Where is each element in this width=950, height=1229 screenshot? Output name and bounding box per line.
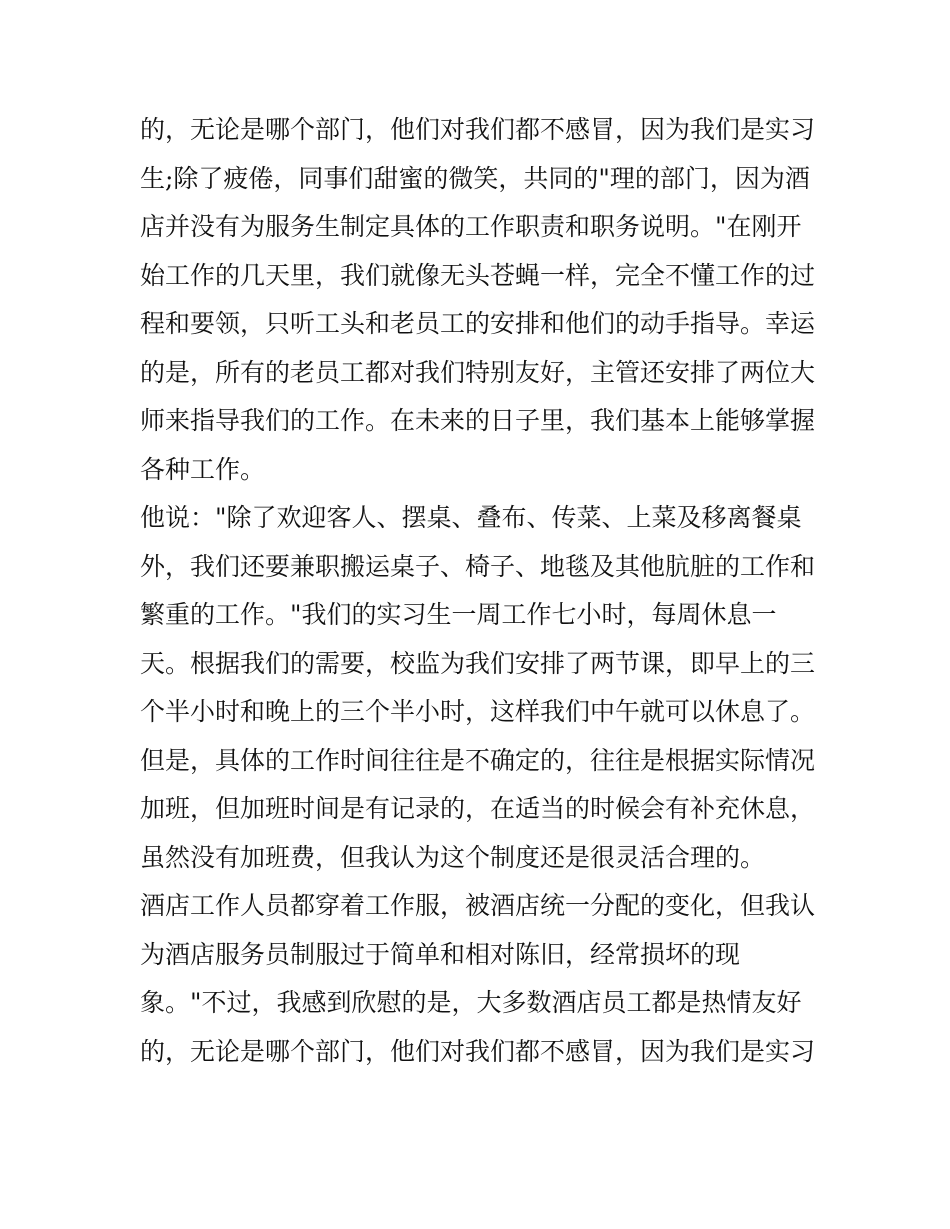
text-line: 始工作的几天里，我们就像无头苍蝇一样，完全不懂工作的过 — [140, 260, 816, 290]
text-line: 但是，具体的工作时间往往是不确定的，往往是根据实际情况 — [140, 745, 816, 775]
text-line: 生;除了疲倦，同事们甜蜜的微笑，共同的"理的部门，因为酒 — [140, 163, 810, 193]
text-line: 的是，所有的老员工都对我们特别友好，主管还安排了两位大 — [140, 357, 816, 387]
text-line: 他说："除了欢迎客人、摆桌、叠布、传菜、上菜及移离餐桌 — [140, 503, 802, 532]
body-text — [140, 106, 830, 1076]
text-line: 程和要领，只听工头和老员工的安排和他们的动手指导。幸运 — [140, 309, 816, 338]
text-line: 师来指导我们的工作。在未来的日子里，我们基本上能够掌握 — [140, 406, 816, 435]
text-line: 的，无论是哪个部门，他们对我们都不感冒，因为我们是实习 — [140, 1036, 816, 1066]
text-line: 繁重的工作。"我们的实习生一周工作七小时，每周休息一 — [140, 600, 777, 629]
text-line: 为酒店服务员制服过于简单和相对陈旧，经常损坏的现 — [140, 939, 741, 969]
text-line: 加班，但加班时间是有记录的，在适当的时候会有补充休息， — [140, 794, 816, 823]
text-line: 各种工作。 — [140, 454, 266, 484]
text-line: 酒店工作人员都穿着工作服，被酒店统一分配的变化，但我认 — [140, 891, 816, 920]
text-line: 个半小时和晚上的三个半小时，这样我们中午就可以休息了。 — [140, 697, 816, 726]
text-line: 店并没有为服务生制定具体的工作职责和职务说明。"在刚开 — [140, 212, 802, 241]
text-line: 天。根据我们的需要，校监为我们安排了两节课，即早上的三 — [140, 648, 816, 678]
text-line: 虽然没有加班费，但我认为这个制度还是很灵活合理的。 — [140, 842, 766, 872]
text-line: 象。"不过，我感到欣慰的是，大多数酒店员工都是热情友好 — [140, 988, 802, 1017]
text-line: 外，我们还要兼职搬运桌子、椅子、地毯及其他肮脏的工作和 — [140, 551, 816, 581]
text-line: 的，无论是哪个部门，他们对我们都不感冒，因为我们是实习 — [140, 115, 816, 144]
